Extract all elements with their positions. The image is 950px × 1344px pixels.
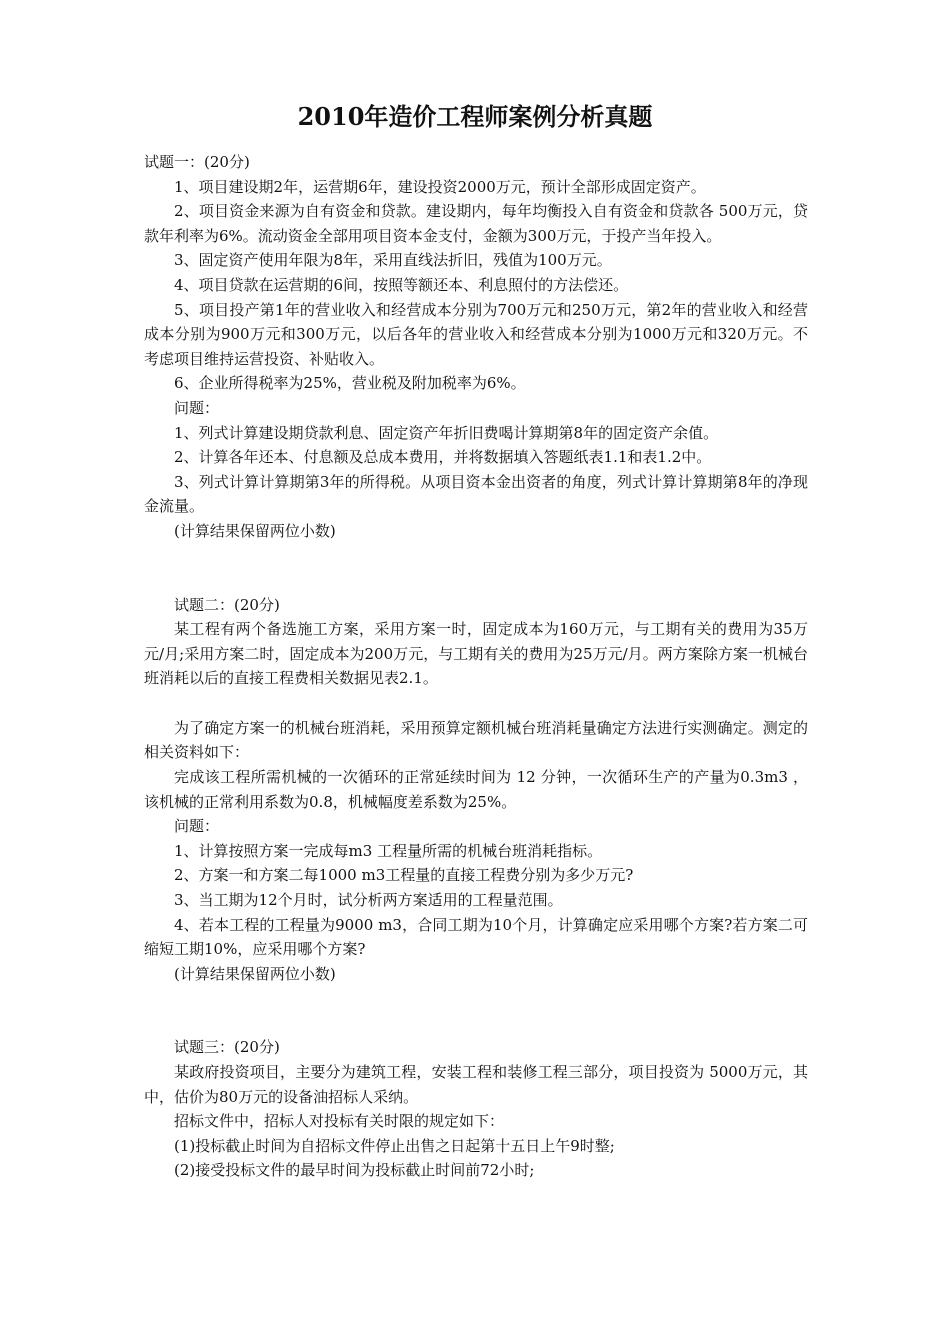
q2-question-2: 2、方案一和方案二每1000 m3工程量的直接工程费分别为多少万元? (174, 866, 634, 885)
q1-header: 试题一：(20分) (144, 153, 250, 171)
q1-note: (计算结果保留两位小数) (174, 521, 336, 540)
q1-item-5: 5、项目投产第1年的营业收入和经营成本分别为700万元和250万元，第2年的营业收入和经营成本分别为900万元和300万元，以后各年的营业收入和经营成本分别为1000万元和320万元。不考虑项目维持运营投资、补贴收入。 (144, 300, 808, 368)
q1-item-2: 2、项目资金来源为自有资金和贷款。建设期内，每年均衡投入自有资金和贷款各 500万元，贷款年利率为6%。流动资金全部用项目资本金支付，金额为300万元，于投产当年投入。 (144, 202, 808, 245)
q3-rule-1: (1)投标截止时间为自招标文件停止出售之日起第十五日上午9时整; (174, 1136, 615, 1155)
document-body (144, 150, 808, 1183)
q3-rule-2: (2)接受投标文件的最早时间为投标截止时间前72小时; (174, 1161, 535, 1180)
q1-item-1: 1、项目建设期2年，运营期6年，建设投资2000万元，预计全部形成固定资产。 (174, 177, 706, 196)
q2-para-1: 某工程有两个备选施工方案，采用方案一时，固定成本为160万元，与工期有关的费用为35万元/月;采用方案二时，固定成本为200万元，与工期有关的费用为25万元/月。两方案除方案一机械台班消耗以后的直接工程费相关数据见表2.1。 (144, 620, 808, 688)
q2-question-3: 3、当工期为12个月时，试分析两方案适用的工程量范围。 (174, 891, 563, 910)
q1-question-2: 2、计算各年还本、付息额及总成本费用，并将数据填入答题纸表1.1和表1.2中。 (174, 448, 712, 467)
q2-header: 试题二：(20分) (174, 595, 280, 614)
q2-question-label: 问题： (174, 817, 220, 836)
q1-question-3: 3、列式计算计算期第3年的所得税。从项目资本金出资者的角度，列式计算计算期第8年的净现金流量。 (144, 472, 808, 516)
q1-item-4: 4、项目贷款在运营期的6间，按照等额还本、利息照付的方法偿还。 (174, 275, 629, 294)
q2-para-3: 完成该工程所需机械的一次循环的正常延续时间为 12 分钟，一次循环生产的产量为0.3m3 ，该机械的正常利用系数为0.8，机械幅度差系数为25%。 (144, 768, 808, 811)
q1-question-label: 问题： (174, 398, 220, 417)
paragraph-spacer (144, 691, 808, 716)
section-spacer (144, 544, 808, 593)
q3-para-2: 招标文件中，招标人对投标有关时限的规定如下： (174, 1112, 505, 1131)
q1-item-3: 3、固定资产使用年限为8年，采用直线法折旧，残值为100万元。 (174, 251, 612, 270)
q1-item-6: 6、企业所得税率为25%，营业税及附加税率为6%。 (174, 374, 526, 393)
document-title: 2010年造价工程师案例分析真题 (297, 102, 653, 131)
q1-question-1: 1、列式计算建设期贷款利息、固定资产年折旧费喝计算期第8年的固定资产余值。 (174, 423, 719, 442)
q2-question-4: 4、若本工程的工程量为9000 m3，合同工期为10个月，计算确定应采用哪个方案?若方案二可缩短工期10%，应采用哪个方案? (144, 915, 808, 959)
q3-header: 试题三：(20分) (174, 1038, 280, 1057)
q2-question-1: 1、计算按照方案一完成每m3 工程量所需的机械台班消耗指标。 (174, 841, 603, 860)
q3-para-1: 某政府投资项目，主要分为建筑工程，安装工程和装修工程三部分，项目投资为 5000万元，其中，估价为80万元的设备油招标人采纳。 (144, 1063, 808, 1106)
q2-note: (计算结果保留两位小数) (174, 964, 336, 983)
q2-para-2: 为了确定方案一的机械台班消耗，采用预算定额机械台班消耗量确定方法进行实测确定。测定的相关资料如下： (144, 718, 808, 762)
section-spacer (144, 986, 808, 1035)
